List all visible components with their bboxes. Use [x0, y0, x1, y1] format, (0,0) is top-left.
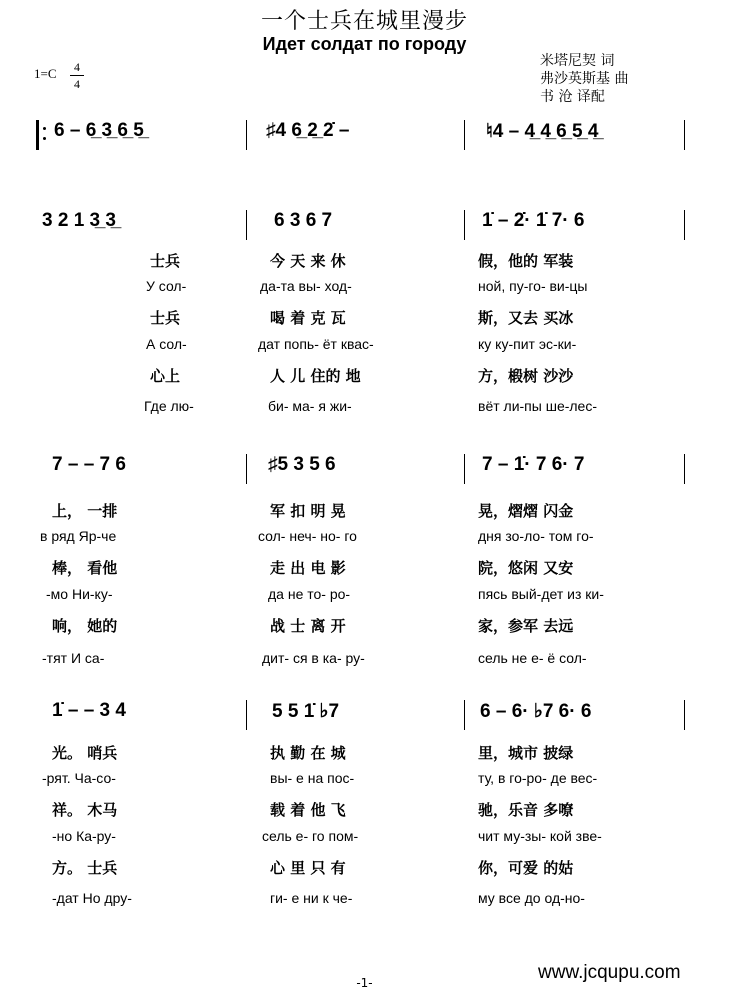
lyric: -мо Ни-ку- — [46, 586, 113, 602]
lyric: 载 着 他 飞 — [270, 801, 346, 819]
barline — [684, 454, 685, 484]
credit-translator: 书 沧 译配 — [540, 89, 605, 105]
lyric: -тят И са- — [42, 650, 105, 666]
lyric: сель е- го пом- — [262, 828, 359, 844]
lyric: би- ма- я жи- — [268, 398, 352, 414]
measure: ♯4 6̲ 2̲ 2̇ – — [266, 120, 350, 141]
measure: 7 – – 7 6 — [52, 454, 126, 475]
measure: ♮4 – 4̲ 4̲ 6̲ 5̲ 4̲ — [486, 121, 599, 142]
lyric: 家，参军 去远 — [478, 617, 574, 635]
lyric: 执 勤 在 城 — [270, 744, 346, 762]
website-watermark: www.jcqupu.com — [538, 962, 681, 983]
lyric: чит му-зы- кой зве- — [478, 828, 602, 844]
lyric: 士兵 — [150, 252, 181, 270]
measure: 6 – 6· ♭7 6· 6 — [480, 701, 592, 722]
barline — [684, 210, 685, 240]
lyric: -рят. Ча-со- — [42, 770, 116, 786]
barline — [246, 210, 247, 240]
measure: 7 – 1̇· 7 6· 7 — [482, 454, 585, 475]
time-sig-top: 4 — [74, 60, 80, 74]
lyric: 上， 一排 — [52, 502, 118, 520]
system-2 — [0, 208, 729, 248]
measure: 3 2 1 3̲ 3̲ — [42, 210, 116, 231]
lyric: да-та вы- ход- — [260, 278, 352, 294]
lyric: -но Ка-ру- — [52, 828, 116, 844]
barline — [684, 120, 685, 150]
barline — [464, 454, 465, 484]
lyric: 今 天 来 休 — [270, 252, 346, 270]
lyric: вы- е на пос- — [270, 770, 355, 786]
lyric: 人 儿 住的 地 — [270, 367, 361, 385]
lyric: да не то- ро- — [268, 586, 351, 602]
lyric: 方，椴树 沙沙 — [478, 367, 574, 385]
lyric: вёт ли-пы ше-лес- — [478, 398, 598, 414]
lyric: 心上 — [150, 367, 181, 385]
lyric: дит- ся в ка- ру- — [262, 650, 365, 666]
lyric: ной, пу-го- ви-цы — [478, 278, 588, 294]
credit-lyricist: 米塔尼契 词 — [540, 53, 615, 69]
lyric: 光。 哨兵 — [52, 744, 118, 762]
barline — [246, 700, 247, 730]
key-signature: 1=C — [34, 66, 57, 81]
measure: 1̇ – 2̇· 1̇ 7· 6 — [482, 210, 585, 231]
barline — [464, 120, 465, 150]
lyric: ги- е ни к че- — [270, 890, 353, 906]
page-number: -1- — [356, 976, 373, 990]
measure: ♯5 3 5 6 — [268, 454, 336, 475]
lyric: 响， 她的 — [52, 617, 118, 635]
lyric: 祥。 木马 — [52, 801, 118, 819]
lyric: 晃，熠熠 闪金 — [478, 502, 574, 520]
lyric: 士兵 — [150, 309, 181, 327]
lyric: сель не е- ё сол- — [478, 650, 587, 666]
measure: 6 – 6̲ 3̲ 6̲ 5̲ — [54, 120, 144, 141]
lyric: ку ку-пит эс-ки- — [478, 336, 577, 352]
lyric: 战 士 离 开 — [270, 617, 346, 635]
measure: 5 5 1̇ ♭7 — [272, 701, 340, 722]
time-sig-bottom: 4 — [74, 77, 80, 91]
lyric: 走 出 电 影 — [270, 559, 346, 577]
lyric: 驰，乐音 多嘹 — [478, 801, 574, 819]
system-1 — [0, 118, 729, 158]
repeat-sign — [36, 120, 45, 150]
barline — [464, 210, 465, 240]
lyric: 军 扣 明 晃 — [270, 502, 346, 520]
lyric: 心 里 只 有 — [270, 859, 346, 877]
lyric: 方。 士兵 — [52, 859, 118, 877]
lyric: 斯，又去 买冰 — [478, 309, 574, 327]
lyric: 你，可爱 的姑 — [478, 859, 574, 877]
system-3 — [0, 452, 729, 492]
measure: 6 3 6 7 — [274, 210, 333, 231]
lyric: 喝 着 克 瓦 — [270, 309, 346, 327]
title-russian: Идет солдат по городу — [262, 34, 467, 54]
lyric: 假，他的 军装 — [478, 252, 574, 270]
lyric: пясь вый-дет из ки- — [478, 586, 604, 602]
barline — [464, 700, 465, 730]
barline — [684, 700, 685, 730]
lyric: -дат Но дру- — [52, 890, 132, 906]
barline — [246, 454, 247, 484]
lyric: дня зо-ло- том го- — [478, 528, 594, 544]
lyric: А сол- — [146, 336, 187, 352]
measure: 1̇ – – 3 4 — [52, 700, 126, 721]
credit-composer: 弗沙英斯基 曲 — [540, 71, 629, 87]
barline — [246, 120, 247, 150]
lyric: дат попь- ёт квас- — [258, 336, 374, 352]
lyric: 棒， 看他 — [52, 559, 118, 577]
lyric: му все до од-но- — [478, 890, 585, 906]
lyric: сол- неч- но- го — [258, 528, 357, 544]
lyric: У сол- — [146, 278, 187, 294]
lyric: 里，城市 披绿 — [478, 744, 574, 762]
lyric: Где лю- — [144, 398, 194, 414]
system-4 — [0, 698, 729, 738]
title-chinese: 一个士兵在城里漫步 — [260, 9, 468, 34]
lyric: в ряд Яр-че — [40, 528, 117, 544]
lyric: 院，悠闲 又安 — [478, 559, 574, 577]
time-signature — [70, 60, 84, 91]
lyric: ту, в го-ро- де вес- — [478, 770, 598, 786]
